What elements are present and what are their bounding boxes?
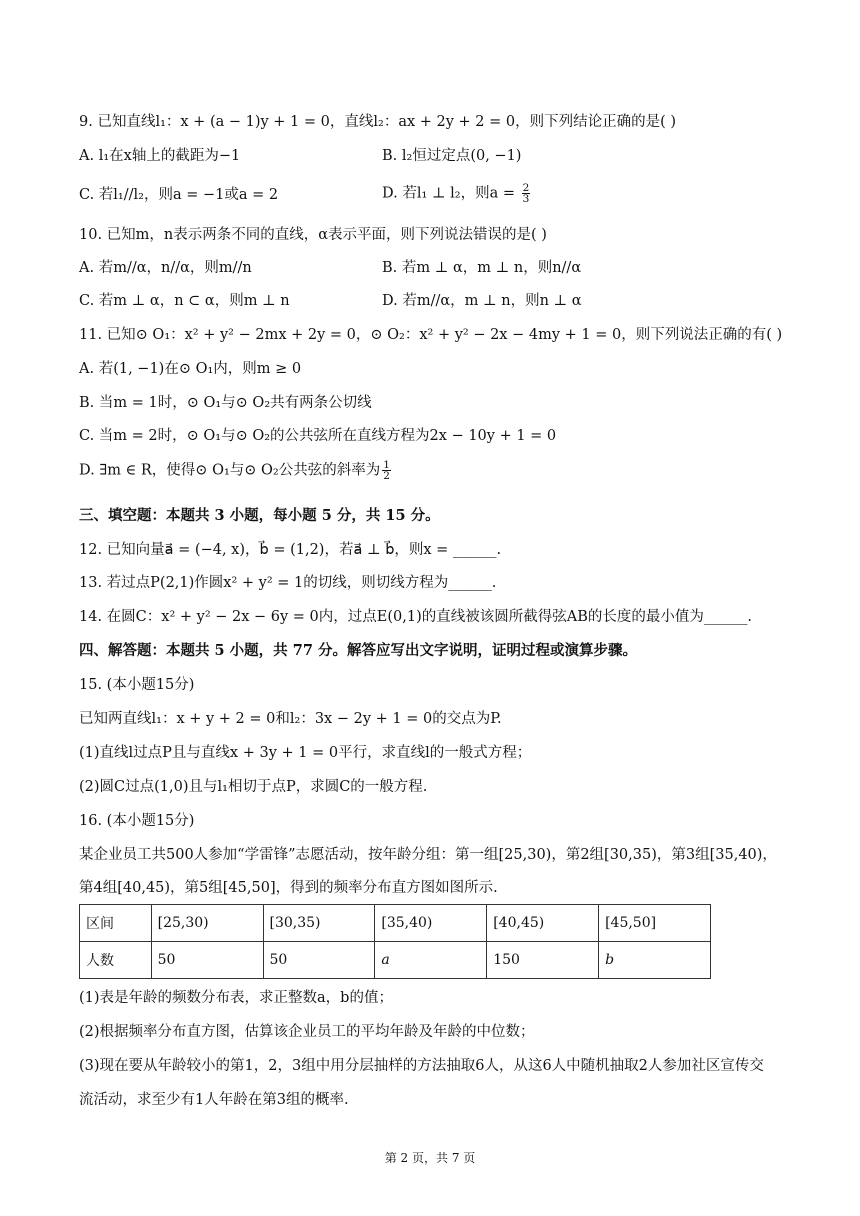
- q16-stem-line2: 第4组[40,45)，第5组[45,50]，得到的频率分布直方图如图所示.: [79, 880, 498, 896]
- q9-option-d: [382, 183, 530, 204]
- q12: 12. 已知向量a⃗ = (−4, x)，b⃗ = (1,2)，若a⃗ ⊥ b⃗，则x = ______.: [79, 542, 502, 558]
- table-row: [80, 905, 711, 942]
- q11-option-a: A. 若(1, −1)在⊙ O₁内，则m ≥ 0: [79, 361, 302, 377]
- q11-option-d: [79, 460, 391, 481]
- q11-stem: 11. 已知⊙ O₁：x² + y² − 2mx + 2y = 0，⊙ O₂：x² + y² − 2x − 4my + 1 = 0，则下列说法正确的有( ): [79, 327, 783, 343]
- table-cell: [35,40): [375, 905, 487, 942]
- q9-option-d-fraction: [522, 183, 531, 204]
- q10-option-a: A. 若m//α，n//α，则m//n: [79, 260, 252, 276]
- q9-d-denominator: 3: [522, 193, 530, 205]
- q10-stem: 10. 已知m，n表示两条不同的直线，α表示平面，则下列说法错误的是( ): [79, 227, 547, 243]
- q11-d-denominator: 2: [383, 470, 390, 482]
- q16-part2: (2)根据频率分布直方图，估算该企业员工的平均年龄及年龄的中位数；: [79, 1024, 535, 1040]
- table-cell: [25,30): [151, 905, 263, 942]
- table-cell: [40,45): [487, 905, 599, 942]
- q9-d-numerator: 2: [522, 182, 530, 194]
- table-cell: b: [599, 942, 711, 979]
- q15-part1: (1)直线l过点P且与直线x + 3y + 1 = 0平行，求直线l的一般式方程；: [79, 745, 532, 761]
- q9-stem: 9. 已知直线l₁：x + (a − 1)y + 1 = 0，直线l₂：ax + 2y + 2 = 0，则下列结论正确的是( ): [79, 114, 677, 130]
- table-cell: a: [375, 942, 487, 979]
- q10-option-b: B. 若m ⊥ α，m ⊥ n，则n//α: [382, 260, 582, 276]
- q13: 13. 若过点P(2,1)作圆x² + y² = 1的切线，则切线方程为______.: [79, 575, 497, 591]
- q15-part2: (2)圆C过点(1,0)且与l₁相切于点P，求圆C的一般方程.: [79, 779, 428, 795]
- table-cell: 50: [263, 942, 375, 979]
- q15-stem: 已知两直线l₁：x + y + 2 = 0和l₂：3x − 2y + 1 = 0的交点为P.: [79, 711, 502, 727]
- q16-part1: (1)表是年龄的频数分布表，求正整数a，b的值；: [79, 990, 393, 1006]
- table-cell: [45,50]: [599, 905, 711, 942]
- table-cell: 区间: [80, 905, 152, 942]
- q9-option-b: B. l₂恒过定点(0, −1): [382, 148, 522, 164]
- section-fill-in-heading: 三、填空题：本题共 3 小题，每小题 5 分，共 15 分。: [79, 507, 440, 524]
- q10-option-c: C. 若m ⊥ α，n ⊂ α，则m ⊥ n: [79, 293, 290, 309]
- q16-part3-line1: (3)现在要从年龄较小的第1，2，3组中用分层抽样的方法抽取6人，从这6人中随机抽取2人参加社区宣传交: [79, 1058, 764, 1074]
- table-cell: 人数: [80, 942, 152, 979]
- q16-part3-line2: 流活动，求至少有1人年龄在第3组的概率.: [79, 1092, 349, 1108]
- table-cell: 150: [487, 942, 599, 979]
- q11-option-d-fraction: [382, 460, 391, 481]
- q10-option-d: D. 若m//α，m ⊥ n，则n ⊥ α: [382, 293, 582, 309]
- q9-option-c: C. 若l₁//l₂，则a = −1或a = 2: [79, 187, 279, 203]
- table-cell: 50: [151, 942, 263, 979]
- page-footer: 第 2 页，共 7 页: [384, 1151, 476, 1165]
- q16-header: 16. (本小题15分): [79, 813, 195, 829]
- table-cell: [30,35): [263, 905, 375, 942]
- q11-option-c: C. 当m = 2时，⊙ O₁与⊙ O₂的公共弦所在直线方程为2x − 10y + 1 = 0: [79, 428, 557, 444]
- q15-header: 15. (本小题15分): [79, 677, 195, 693]
- section-answer-heading: 四、解答题：本题共 5 小题，共 77 分。解答应写出文字说明，证明过程或演算步骤。: [79, 642, 637, 659]
- q16-stem-line1: 某企业员工共500人参加“学雷锋”志愿活动，按年龄分组：第一组[25,30)，第2组[30,35)，第3组[35,40)，: [79, 847, 777, 863]
- q11-d-numerator: 1: [383, 459, 390, 471]
- q11-option-b: B. 当m = 1时，⊙ O₁与⊙ O₂共有两条公切线: [79, 395, 372, 411]
- frequency-table: [79, 904, 711, 979]
- table-row: [80, 942, 711, 979]
- q9-option-a: A. l₁在x轴上的截距为−1: [79, 148, 241, 164]
- q11-option-d-text: D. ∃m ∈ R，使得⊙ O₁与⊙ O₂公共弦的斜率为: [79, 462, 381, 479]
- q9-option-d-text: D. 若l₁ ⊥ l₂，则a =: [382, 185, 520, 202]
- q14: 14. 在圆C：x² + y² − 2x − 6y = 0内，过点E(0,1)的直线被该圆所截得弦AB的长度的最小值为______.: [79, 609, 752, 625]
